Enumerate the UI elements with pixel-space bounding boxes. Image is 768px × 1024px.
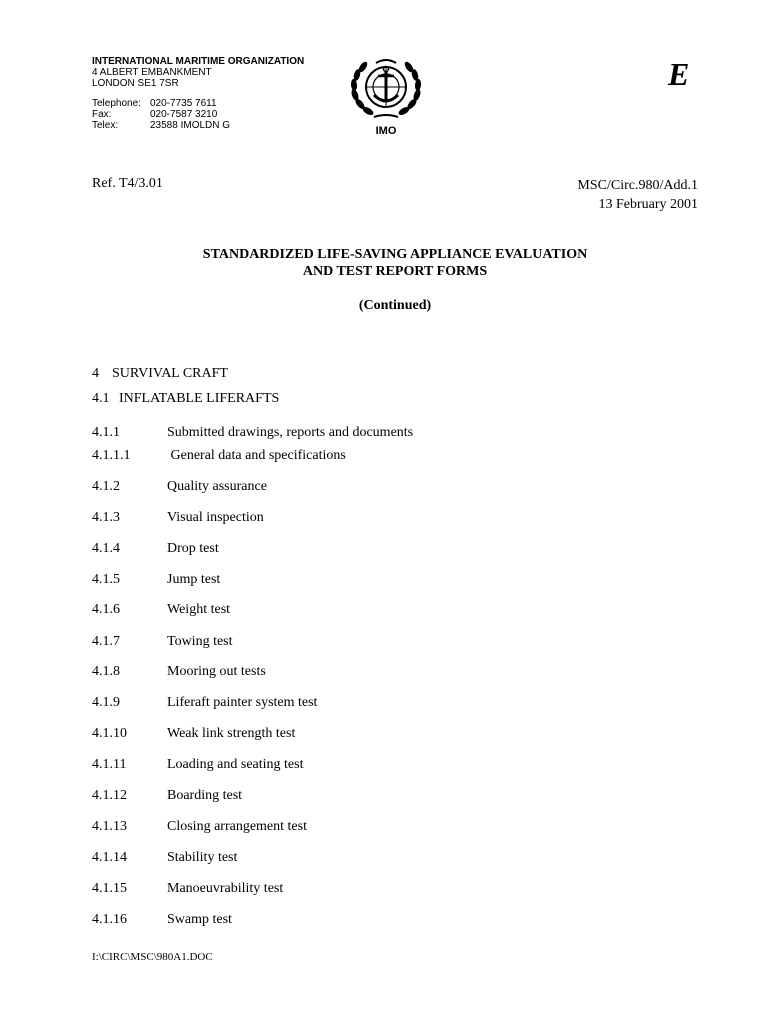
- imo-emblem-logo: [346, 55, 426, 123]
- contact-value: 020-7735 7611: [150, 98, 217, 109]
- item-title: Liferaft painter system test: [167, 695, 318, 710]
- contact-label: Telex:: [92, 120, 119, 131]
- item-number: 4.1.16: [92, 912, 127, 927]
- footer-file-path: I:\CIRC\MSC\980A1.DOC: [92, 951, 213, 963]
- contact-value: 23588 IMOLDN G: [150, 120, 231, 131]
- reference-number: Ref. T4/3.01: [92, 176, 163, 191]
- list-item: [92, 881, 283, 897]
- list-item: [92, 788, 242, 804]
- contact-value: 020-7587 3210: [150, 109, 218, 120]
- contact-label: Fax:: [92, 109, 112, 120]
- contact-row-telex: [92, 120, 304, 131]
- section-title: SURVIVAL CRAFT: [112, 366, 228, 381]
- document-reference-block: [577, 176, 698, 214]
- list-item: [92, 572, 220, 588]
- subsection-title: INFLATABLE LIFERAFTS: [119, 391, 280, 406]
- address-line-1: 4 ALBERT EMBANKMENT: [92, 67, 212, 78]
- list-item: [92, 448, 346, 464]
- item-number: 4.1.7: [92, 634, 120, 649]
- section-heading: [92, 366, 228, 382]
- item-number: 4.1.11: [92, 757, 127, 772]
- list-item: [92, 850, 237, 866]
- item-number: 4.1.15: [92, 881, 127, 896]
- contact-label: Telephone:: [92, 98, 141, 109]
- item-title: Towing test: [167, 634, 233, 649]
- item-number: 4.1.9: [92, 695, 120, 710]
- contact-row-telephone: [92, 98, 304, 109]
- item-number: 4.1.14: [92, 850, 127, 865]
- org-header: [92, 56, 304, 131]
- list-item: [92, 664, 266, 680]
- list-item: [92, 757, 303, 773]
- address-line-2: LONDON SE1 7SR: [92, 78, 179, 89]
- item-title: Stability test: [167, 850, 238, 865]
- contact-block: [92, 98, 304, 131]
- item-title: Boarding test: [167, 788, 243, 803]
- list-item: [92, 541, 219, 557]
- item-title: General data and specifications: [167, 448, 346, 463]
- item-title: Closing arrangement test: [167, 819, 307, 834]
- list-item: [92, 634, 233, 650]
- item-number: 4.1.10: [92, 726, 127, 741]
- item-number: 4.1.13: [92, 819, 127, 834]
- item-title: Mooring out tests: [167, 664, 266, 679]
- subsection-heading: [92, 391, 279, 407]
- org-name: INTERNATIONAL MARITIME ORGANIZATION: [92, 56, 305, 67]
- language-mark: E: [668, 56, 690, 92]
- item-title: Weak link strength test: [167, 726, 296, 741]
- item-number: 4.1.2: [92, 479, 120, 494]
- item-title: Loading and seating test: [167, 757, 304, 772]
- item-title: Drop test: [167, 541, 219, 556]
- list-item: [92, 695, 317, 711]
- subsection-number: 4.1: [92, 391, 110, 406]
- list-item: [92, 819, 307, 835]
- item-title: Visual inspection: [167, 510, 264, 525]
- item-number: 4.1.6: [92, 602, 120, 617]
- item-title: Quality assurance: [167, 479, 267, 494]
- item-number: 4.1.3: [92, 510, 120, 525]
- item-number: 4.1.12: [92, 788, 127, 803]
- list-item: [92, 510, 264, 526]
- title-line-2: AND TEST REPORT FORMS: [302, 264, 488, 279]
- item-title: Swamp test: [167, 912, 232, 927]
- title-line-1: STANDARDIZED LIFE-SAVING APPLIANCE EVALUATION: [202, 247, 588, 262]
- logo-caption: IMO: [375, 125, 397, 137]
- item-title: Manoeuvrability test: [167, 881, 284, 896]
- document-date: 13 February 2001: [598, 197, 698, 212]
- item-title: Weight test: [167, 602, 231, 617]
- item-number: 4.1.1.1: [92, 448, 131, 463]
- document-title: [92, 246, 698, 280]
- item-number: 4.1.4: [92, 541, 120, 556]
- item-title: Jump test: [167, 572, 221, 587]
- list-item: [92, 479, 267, 495]
- contact-row-fax: [92, 109, 304, 120]
- list-item: [92, 726, 295, 742]
- imo-emblem-icon: [346, 55, 426, 123]
- section-number: 4: [92, 366, 99, 381]
- list-item: [92, 425, 413, 441]
- item-number: 4.1.8: [92, 664, 120, 679]
- item-number: 4.1.5: [92, 572, 120, 587]
- list-item: [92, 912, 232, 928]
- continued-label: (Continued): [358, 298, 432, 313]
- document-code: MSC/Circ.980/Add.1: [577, 178, 698, 193]
- item-number: 4.1.1: [92, 425, 120, 440]
- item-title: Submitted drawings, reports and documents: [167, 425, 414, 440]
- list-item: [92, 602, 230, 618]
